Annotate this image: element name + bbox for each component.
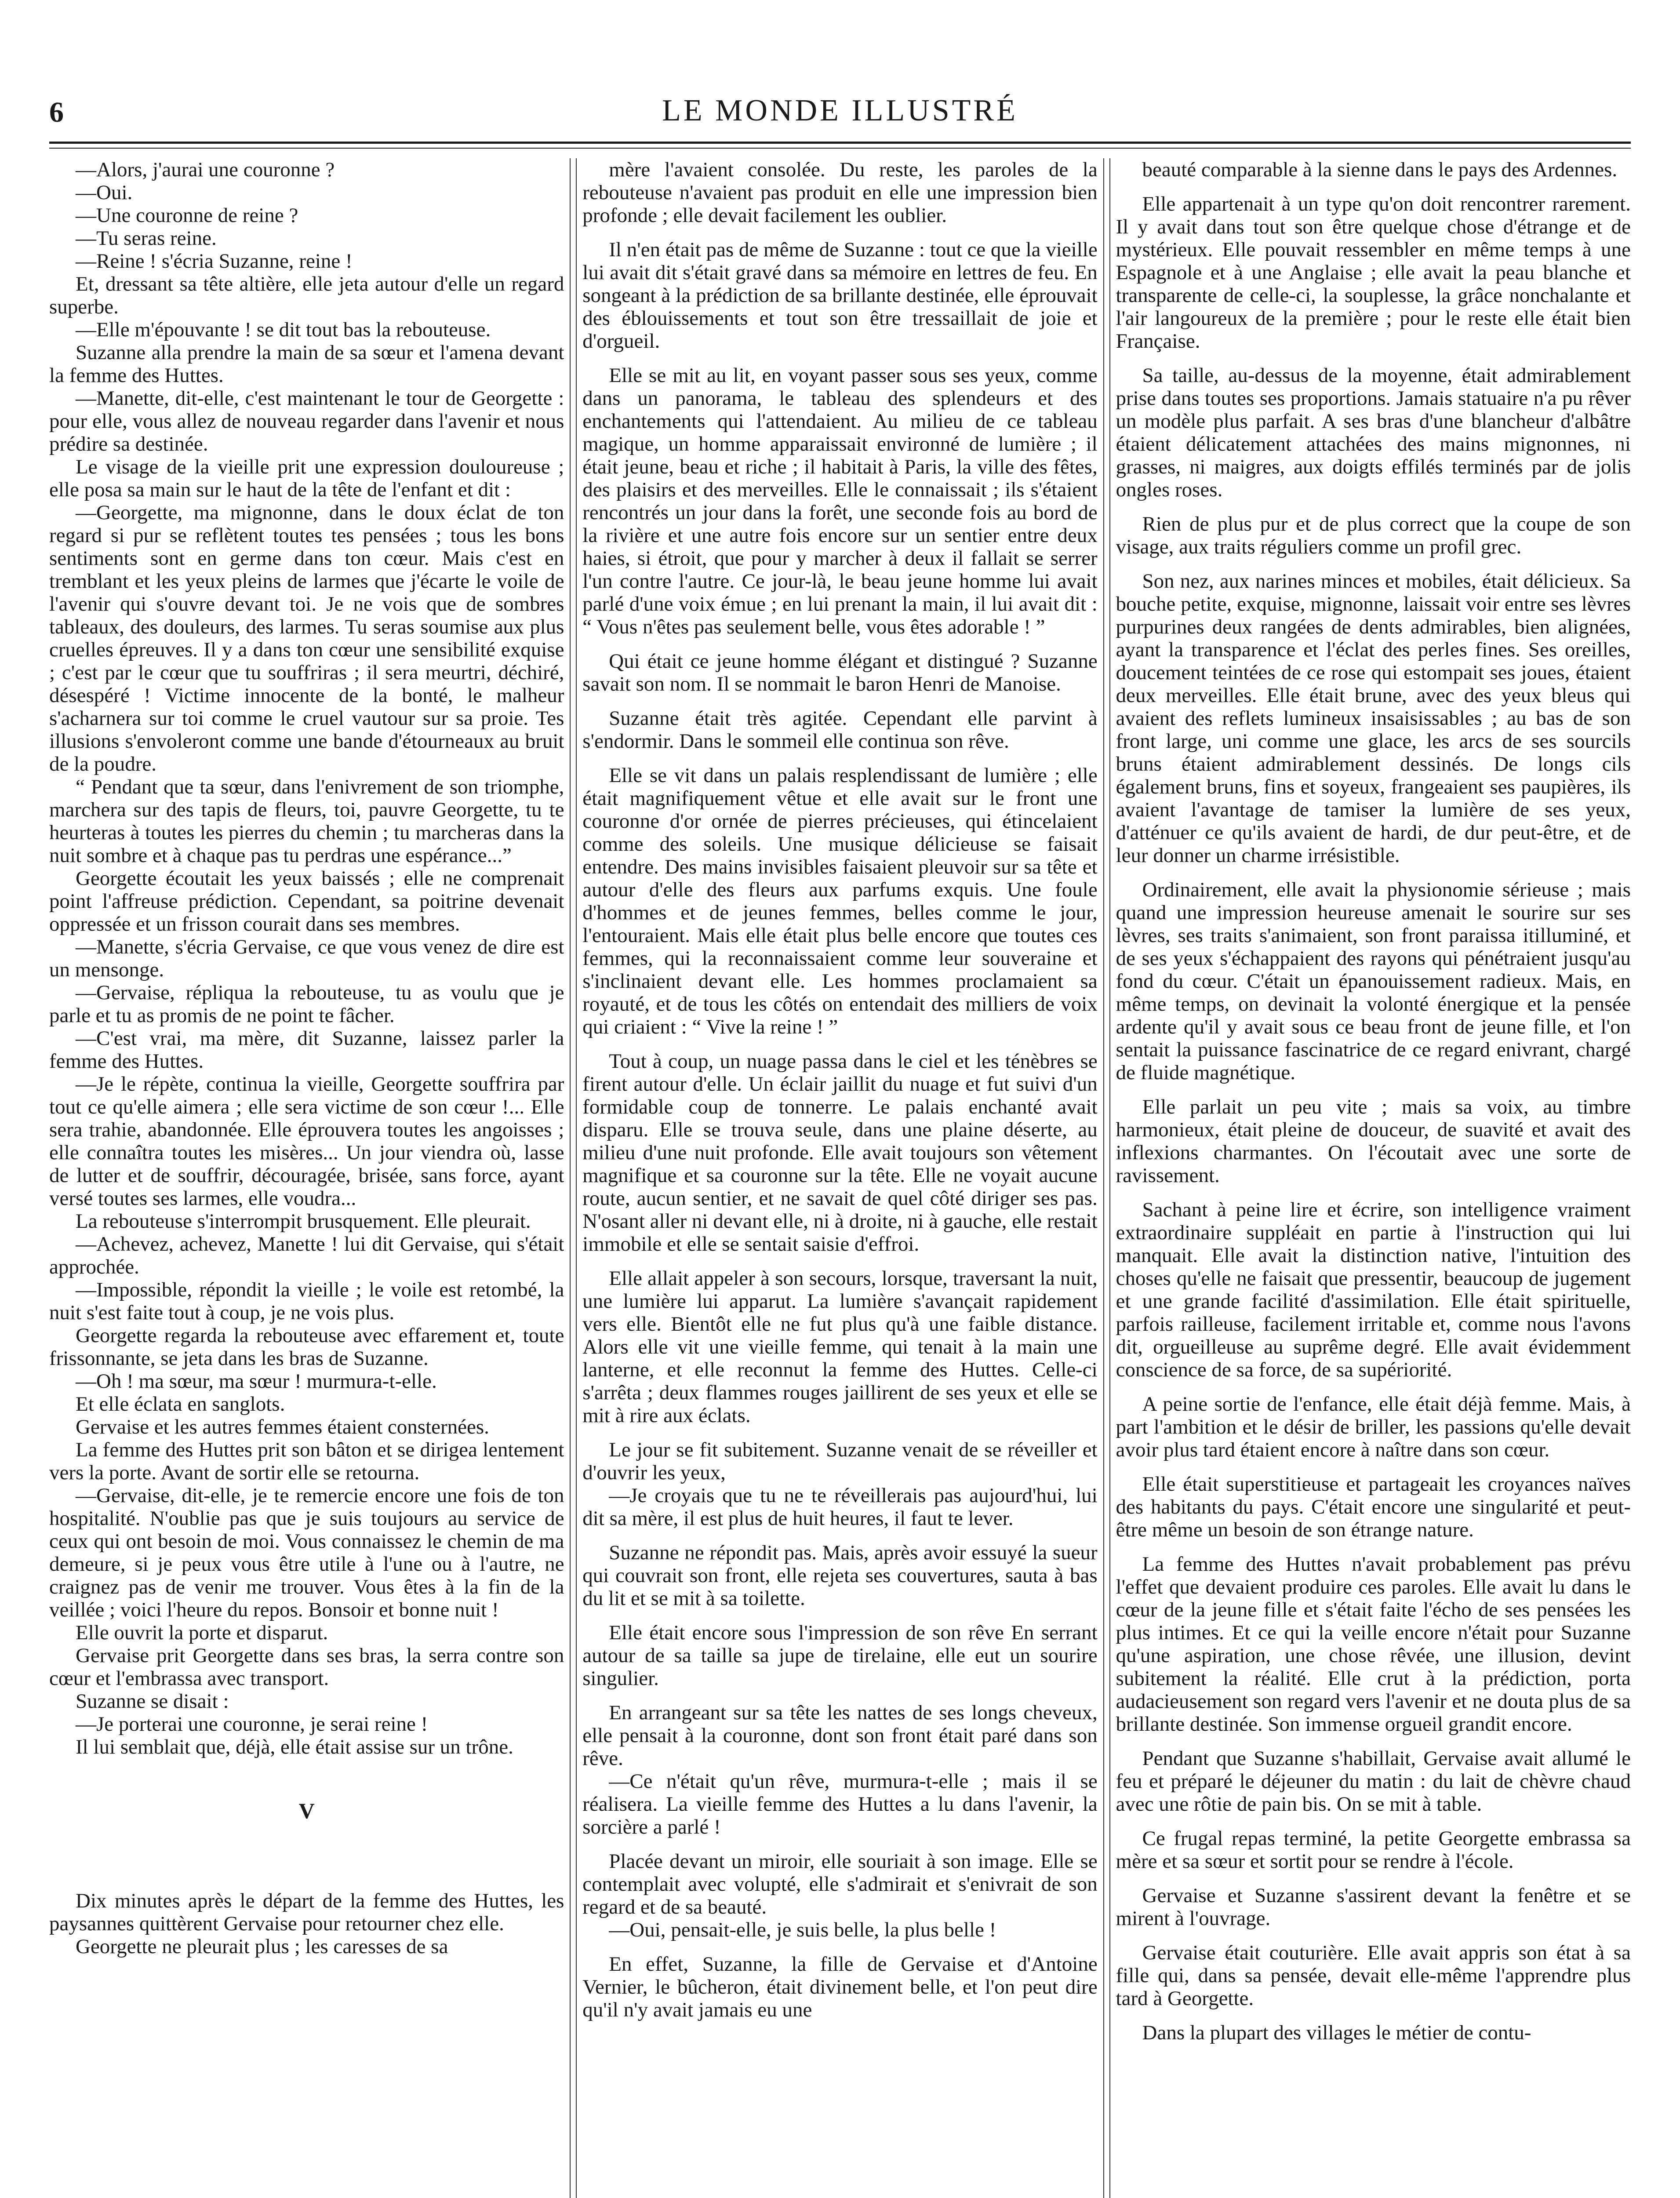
paragraph: Sa taille, au-dessus de la moyenne, était admirablement prise dans toutes ses proportions. Jamais statuaire n'a pu rêver un modèle plus parfait. A ses bras d'une blancheur d'albâtre étaient délicatement attachées des mains mignonnes, ni grasses, ni maigres, aux doigts effilés terminés par de jolis ongles roses. [1116,364,1631,501]
paragraph: Elle ouvrit la porte et disparut. [76,1621,328,1644]
paragraph: Rien de plus pur et de plus correct que la coupe de son visage, aux traits réguliers comme un profil grec. [1116,513,1631,558]
paragraph: —Gervaise, dit-elle, je te remercie encore une fois de ton hospitalité. N'oublie pas que je suis toujours au service de ceux qui ont besoin de moi. Vous connaissez le chemin de ma demeure, si je peux vous être utile à l'une ou à l'autre, ne craignez pas de venir me trouver. Vous êtes à la fin de la veillée ; voici l'heure du repos. Bonsoir et bonne nuit ! [49,1484,564,1621]
paragraph: —Impossible, répondit la vieille ; le voile est retombé, la nuit s'est faite tout à coup, je ne vois plus. [49,1278,564,1324]
paragraph: Georgette écoutait les yeux baissés ; elle ne comprenait point l'affreuse prédiction. Cependant, sa poitrine devenait oppressée et un frisson courait dans ses membres. [49,867,564,935]
column-2 [582,158,1097,2198]
column-3 [1116,158,1631,2198]
paragraph: —Je le répète, continua la vieille, Georgette souffrira par tout ce qu'elle aimera ; elle sera victime de son cœur !... Elle sera trahie, abandonnée. Elle éprouvera toutes les angoisses ; elle connaîtra toutes les misères... Un jour viendra où, lasse de lutter et de souffrir, découragée, brisée, sans force, ayant versé toutes ses larmes, elle voudra... [49,1073,564,1210]
paragraph: Et, dressant sa tête altière, elle jeta autour d'elle un regard superbe. [49,273,564,318]
paragraph: —Gervaise, répliqua la rebouteuse, tu as voulu que je parle et tu as promis de ne point te fâcher. [49,981,564,1027]
column-divider [1103,158,1110,2198]
paragraph: Elle parlait un peu vite ; mais sa voix, au timbre harmonieux, était pleine de douceur, de suavité et avait des inflexions charmantes. On l'écoutait avec une sorte de ravissement. [1116,1095,1631,1187]
paragraph: Gervaise prit Georgette dans ses bras, la serra contre son cœur et l'embrassa avec transport. [49,1644,564,1690]
paragraph: Suzanne était très agitée. Cependant elle parvint à s'endormir. Dans le sommeil elle continua son rêve. [582,707,1098,753]
paragraph: —Je porterai une couronne, je serai reine ! [76,1713,428,1736]
paragraph: Qui était ce jeune homme élégant et distingué ? Suzanne savait son nom. Il se nommait le baron Henri de Manoise. [582,650,1098,695]
paragraph: Et elle éclata en sanglots. [76,1393,285,1416]
paragraph: Pendant que Suzanne s'habillait, Gervaise avait allumé le feu et préparé le déjeuner du matin : du lait de chèvre chaud avec une rôtie de pain bis. On se mit à table. [1116,1747,1631,1816]
column-divider [570,158,577,2198]
paragraph: Son nez, aux narines minces et mobiles, était délicieux. Sa bouche petite, exquise, mignonne, laissait voir entre ses lèvres purpurines deux rangées de dents admirables, bien alignées, ayant la transparence et l'éclat des perles fines. Ses oreilles, doucement teintées de ce rose qui estompait ses joues, étaient deux merveilles. Elle était brune, avec des yeux bleus qui avaient des reflets lumineux insaisissables ; au bas de son front large, uni comme une glace, les arcs de ses sourcils bruns étaient admirablement dessinés. De longs cils également bruns, fins et soyeux, frangeaient ses paupières, ils avaient l'avantage de tamiser la lumière de ses yeux, d'atténuer ce qu'ils avaient de hardi, de dur peut-être, et de leur donner un charme irrésistible. [1116,570,1631,867]
paragraph: —Georgette, ma mignonne, dans le doux éclat de ton regard si pur se reflètent toutes tes pensées ; tous les bons sentiments sont en germe dans ton cœur. Mais c'est en tremblant et les yeux pleins de larmes que j'écarte le voile de l'avenir qui s'ouvre devant toi. Je ne vois que de sombres tableaux, des douleurs, des larmes. Tu seras soumise aux plus cruelles épreuves. Il y a dans ton cœur une sensibilité exquise ; c'est par le cœur que tu souffriras ; il sera meurtri, déchiré, désespéré ! Victime innocente de la bonté, le malheur s'acharnera sur toi comme le cruel vautour sur sa proie. Tes illusions s'envoleront comme une bande d'étourneaux au bruit de la poudre. [49,501,564,775]
paragraph: Suzanne se disait : [76,1690,229,1713]
column-1 [49,158,564,2198]
paragraph: Ordinairement, elle avait la physionomie sérieuse ; mais quand une impression heureuse amenait le sourire sur ses lèvres, ses traits s'animaient, son front paraissa itilluminé, et de ses yeux s'échappaient des rayons qui pénétraient jusqu'au fond du cœur. C'était un épanouissement radieux. Mais, en même temps, on devinait la volonté énergique et la pensée ardente qu'il y avait sous ce beau front de jeune fille, et l'on sentait la puissance fascinatrice de ce regard enivrant, chargé de fluide magnétique. [1116,878,1631,1084]
paragraph: Georgette ne pleurait plus ; les caresses de sa [76,1935,448,1958]
paragraph: En effet, Suzanne, la fille de Gervaise et d'Antoine Vernier, le bûcheron, était divinement belle, et l'on peut dire qu'il n'y avait jamais eu une [582,1953,1098,2021]
paragraph: Suzanne alla prendre la main de sa sœur et l'amena devant la femme des Huttes. [49,341,564,387]
paragraph: En arrangeant sur sa tête les nattes de ses longs cheveux, elle pensait à la couronne, dont son front était paré dans son rêve. [582,1701,1098,1770]
paragraph: —Oui. [76,181,133,204]
paragraph: Gervaise et Suzanne s'assirent devant la fenêtre et se mirent à l'ouvrage. [1116,1884,1631,1930]
paragraph: Georgette regarda la rebouteuse avec effarement et, toute frissonnante, se jeta dans les bras de Suzanne. [49,1324,564,1370]
paragraph: Elle se mit au lit, en voyant passer sous ses yeux, comme dans un panorama, le tableau des splendeurs et des enchantements qui l'attendaient. Au milieu de ce tableau magique, un homme apparaissait environné de lumière ; il était jeune, beau et riche ; il habitait à Paris, la ville des fêtes, des plaisirs et des merveilles. Elle le connaissait ; ils s'étaient rencontrés un jour dans la forêt, une seconde fois au bord de la rivière et une autre fois encore sur un sentier entre deux haies, si étroit, que pour y marcher à deux il fallait se serrer l'un contre l'autre. Ce jour-là, le beau jeune homme lui avait parlé d'une voix émue ; en lui prenant la main, il lui avait dit : “ Vous n'êtes pas seulement belle, vous êtes adorable ! ” [582,364,1098,638]
paragraph: Il lui semblait que, déjà, elle était assise sur un trône. [76,1736,513,1758]
masthead-title: LE MONDE ILLUSTRÉ [662,94,1018,127]
paragraph: mère l'avaient consolée. Du reste, les paroles de la rebouteuse n'avaient pas produit en elle une impression bien profonde ; elle devait facilement les oublier. [582,158,1098,227]
header-rule-thin [49,148,1631,149]
paragraph: Elle était encore sous l'impression de son rêve En serrant autour de sa taille sa jupe de tirelaine, elle eut un sourire singulier. [582,1621,1098,1690]
paragraph: —Manette, s'écria Gervaise, ce que vous venez de dire est un mensonge. [49,935,564,981]
paragraph: Ce frugal repas terminé, la petite Georgette embrassa sa mère et sa sœur et sortit pour se rendre à l'école. [1116,1827,1631,1873]
paragraph: Le visage de la vieille prit une expression douloureuse ; elle posa sa main sur le haut de la tête de l'enfant et dit : [49,455,564,501]
paragraph: Placée devant un miroir, elle souriait à son image. Elle se contemplait avec volupté, elle s'admirait et s'enivrait de son regard et de sa beauté. [582,1850,1098,1918]
paragraph: —Reine ! s'écria Suzanne, reine ! [76,250,353,273]
paragraph: La femme des Huttes prit son bâton et se dirigea lentement vers la porte. Avant de sortir elle se retourna. [49,1438,564,1484]
paragraph: Sachant à peine lire et écrire, son intelligence vraiment extraordinaire suppléait en partie à l'instruction qui lui manquait. Elle avait la distinction native, l'intuition des choses qu'elle ne faisait que pressentir, beaucoup de jugement et une grande facilité d'assimilation. Elle était spirituelle, parfois railleuse, facilement irritable et, comme nous l'avons dit, orgueilleuse au suprême degré. Elle avait évidemment conscience de sa force, de sa supériorité. [1116,1198,1631,1381]
paragraph: Dans la plupart des villages le métier de contu- [1142,2021,1531,2044]
paragraph: Elle appartenait à un type qu'on doit rencontrer rarement. Il y avait dans tout son être quelque chose d'étrange et de mystérieux. Elle pouvait ressembler en même temps à une Espagnole et à une Anglaise ; elle avait la peau blanche et transparente de celle-ci, la souplesse, la grâce nonchalante et l'air langoureux de la première ; pour le reste elle était bien Française. [1116,193,1631,353]
paragraph: —Achevez, achevez, Manette ! lui dit Gervaise, qui s'était approchée. [49,1233,564,1278]
paragraph: Elle était superstitieuse et partageait les croyances naïves des habitants du pays. C'était encore une singularité et peut-être même un besoin de son étrange nature. [1116,1473,1631,1541]
header-rule-thick [49,142,1631,144]
paragraph: —Alors, j'aurai une couronne ? [76,158,335,181]
paragraph: La femme des Huttes n'avait probablement pas prévu l'effet que devaient produire ces paroles. Elle avait lu dans le cœur de la jeune fille et s'était faite l'écho de ses pensées les plus intimes. Et ce qui la veille encore n'était pour Suzanne qu'une aspiration, une chose rêvée, une illusion, devint subitement la réalité. Elle crut à la prédiction, porta audacieusement son regard vers l'avenir et ne douta plus de sa brillante destinée. Son immense orgueil grandit encore. [1116,1553,1631,1736]
paragraph: “ Pendant que ta sœur, dans l'enivrement de son triomphe, marchera sur des tapis de fleurs, toi, pauvre Georgette, tu te heurteras à toutes les pierres du chemin ; tu marcheras dans la nuit sombre et à chaque pas tu perdras une espérance...” [49,775,564,867]
paragraph: —C'est vrai, ma mère, dit Suzanne, laissez parler la femme des Huttes. [49,1027,564,1073]
paragraph: Dix minutes après le départ de la femme des Huttes, les paysannes quittèrent Gervaise pour retourner chez elle. [49,1889,564,1935]
article-columns [49,158,1631,2198]
chapter-heading: V [298,1798,315,1823]
paragraph: —Je croyais que tu ne te réveillerais pas aujourd'hui, lui dit sa mère, il est plus de huit heures, il faut te lever. [582,1484,1098,1530]
paragraph: Elle se vit dans un palais resplendissant de lumière ; elle était magnifiquement vêtue et elle avait sur le front une couronne d'or ornée de pierres précieuses, qui étincelaient comme des soleils. Une musique délicieuse se faisait entendre. Des mains invisibles faisaient pleuvoir sur sa tête et autour d'elle des fleurs aux parfums exquis. Une foule d'hommes et de jeunes femmes, belles comme le jour, l'entouraient. Mais elle était plus belle encore que toutes ces femmes, qui la reconnaissaient comme leur souveraine et s'inclinaient devant elle. Les hommes proclamaient sa royauté, et de tous les côtés on entendait des milliers de voix qui criaient : “ Vive la reine ! ” [582,764,1098,1038]
paragraph: —Elle m'épouvante ! se dit tout bas la rebouteuse. [76,318,491,341]
paragraph: Suzanne ne répondit pas. Mais, après avoir essuyé la sueur qui couvrait son front, elle rejeta ses couvertures, sauta à bas du lit et se mit à sa toilette. [582,1541,1098,1610]
paragraph: Le jour se fit subitement. Suzanne venait de se réveiller et d'ouvrir les yeux, [582,1438,1098,1484]
paragraph: —Tu seras reine. [76,227,217,250]
paragraph: beauté comparable à la sienne dans le pays des Ardennes. [1142,158,1618,181]
paragraph: A peine sortie de l'enfance, elle était déjà femme. Mais, à part l'ambition et le désir de briller, les passions qu'elle devait avoir plus tard étaient encore à naître dans son cœur. [1116,1393,1631,1461]
paragraph: Tout à coup, un nuage passa dans le ciel et les ténèbres se firent autour d'elle. Un éclair jaillit du nuage et fut suivi d'un formidable coup de tonnerre. Le palais enchanté avait disparu. Elle se trouva seule, dans une plaine déserte, au milieu d'une nuit profonde. Elle avait toujours son vêtement magnifique et sa couronne sur la tête. Elle ne voyait aucune route, aucun sentier, et ne savait de quel côté diriger ses pas. N'osant aller ni devant elle, ni à droite, ni à gauche, elle restait immobile et elle se sentait saisie d'effroi. [582,1050,1098,1255]
paragraph: —Oh ! ma sœur, ma sœur ! murmura-t-elle. [76,1370,437,1393]
paragraph: La rebouteuse s'interrompit brusquement. Elle pleurait. [76,1210,531,1233]
paragraph: —Manette, dit-elle, c'est maintenant le tour de Georgette : pour elle, vous allez de nouveau regarder dans l'avenir et nous prédire sa destinée. [49,387,564,455]
page-number: 6 [49,96,64,128]
paragraph: —Ce n'était qu'un rêve, murmura-t-elle ; mais il se réalisera. La vieille femme des Huttes a lu dans l'avenir, la sorcière a parlé ! [582,1770,1098,1838]
paragraph: Il n'en était pas de même de Suzanne : tout ce que la vieille lui avait dit s'était gravé dans sa mémoire en lettres de feu. En songeant à la prédiction de sa brillante destinée, elle éprouvait des éblouissements et tout son être tressaillait de joie et d'orgueil. [582,238,1098,353]
paragraph: Gervaise était couturière. Elle avait appris son état à sa fille qui, dans sa pensée, devait elle-même l'apprendre plus tard à Georgette. [1116,1941,1631,2010]
paragraph: —Oui, pensait-elle, je suis belle, la plus belle ! [609,1918,996,1941]
paragraph: Gervaise et les autres femmes étaient consternées. [76,1416,489,1438]
paragraph: —Une couronne de reine ? [76,204,298,227]
paragraph: Elle allait appeler à son secours, lorsque, traversant la nuit, une lumière lui apparut. La lumière s'avançait rapidement vers elle. Bientôt elle ne fut plus qu'à une faible distance. Alors elle vit une vieille femme, qui tenait à la main une lanterne, et elle reconnut la femme des Huttes. Celle-ci s'arrêta ; deux flammes rouges jaillirent de ses yeux et elle se mit à rire aux éclats. [582,1267,1098,1427]
